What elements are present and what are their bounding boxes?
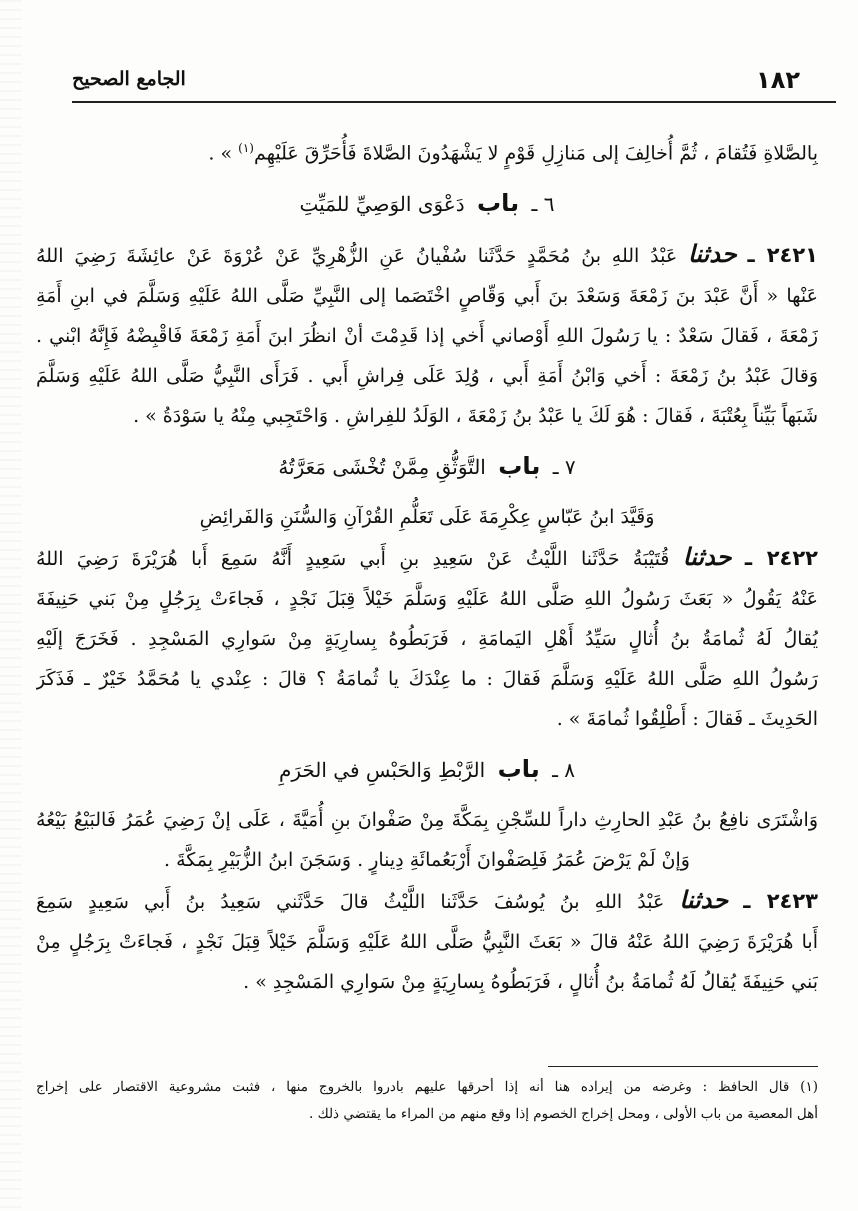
chapter-heading-7: [36, 446, 818, 487]
chapter-number: ٦ ـ: [531, 192, 555, 217]
hadith-2423: [36, 880, 818, 1002]
hadith-line: رَسُولُ اللهِ صَلَّى اللهُ عَلَيْهِ وَسَلَّمَ فَقالَ : ما عِنْدَكَ يا ثُمامَةُ ؟ قالَ : عِنْدي يا مُحَمَّدُ خَيْرٌ ـ فَذَكَرَ: [36, 668, 818, 691]
bab-label: باب: [498, 452, 541, 481]
haddathana-mark: حدثنا: [682, 543, 732, 572]
bab-label: باب: [477, 189, 520, 218]
hadith-2422: [36, 537, 818, 739]
footnote: [36, 1074, 818, 1128]
footnote-marker: (١): [238, 141, 254, 155]
hadith-number: ٢٤٢٢ ـ: [744, 546, 818, 571]
chapter-title: دَعْوَى الوَصِيِّ للمَيِّتِ: [299, 192, 465, 217]
chapter-title: الرَّبْطِ وَالحَبْسِ في الحَرَمِ: [278, 758, 486, 783]
bab-label: باب: [497, 755, 540, 784]
hadith-number: ٢٤٢١ ـ: [747, 243, 818, 268]
hadith-line: ٢٤٢٣ ـ حدثنا عَبْدُ اللهِ بنُ يُوسُفَ حَدَّثَنا اللَّيْثُ قالَ حَدَّثَني سَعِيدُ بنُ أَبي سَعِيدٍ سَمِعَ: [36, 886, 818, 915]
chapter-heading-6: [36, 183, 818, 224]
hadith-line: شَبَهاً بَيِّناً بِعُتْبَةَ ، فَقالَ : هُوَ لَكَ يا عَبْدُ بنُ زَمْعَةَ ، الوَلَدُ للفِراشِ . وَاحْتَجِبي مِنْهُ يا سَوْدَةُ » .: [133, 405, 818, 428]
opening-line: بِالصَّلاةِ فَتُقامَ ، ثُمَّ أُخالِفَ إلى مَنازِلِ قَوْمٍ لا يَشْهَدُونَ الصَّلاةَ فَأُحَرِّقَ عَلَيْهِم$^{(١)}$ » .: [208, 141, 818, 165]
haddathana-mark: حدثنا: [687, 240, 737, 269]
hadith-line: يُقالُ لَهُ ثُمامَةُ بنُ أُثالٍ سَيِّدُ أَهْلِ اليَمامَةِ ، فَرَبَطُوهُ بِسارِيَةٍ مِنْ سَوارِي المَسْجِدِ . فَخَرَجَ إلَيْهِ: [36, 628, 818, 651]
header-rule: [72, 101, 836, 103]
hadith-line: أَبا هُرَيْرَةَ رَضِيَ اللهُ عَنْهُ قالَ « بَعَثَ النَّبِيُّ صَلَّى اللهُ عَلَيْهِ وَسَلَّمَ خَيْلاً قِبَلَ نَجْدٍ ، فَجاءَتْ بِرَجُلٍ مِنْ: [36, 931, 818, 954]
hadith-line: بَني حَنِيفَةَ يُقالُ لَهُ ثُمامَةُ بنُ أُثالٍ ، فَرَبَطُوهُ بِسارِيَةٍ مِنْ سَوارِي المَسْجِدِ » .: [243, 971, 818, 994]
hadith-line: ٢٤٢١ ـ حدثنا عَبْدُ اللهِ بنُ مُحَمَّدٍ حَدَّثَنا سُفْيانُ عَنِ الزُّهْرِيِّ عَنْ عُرْوَةَ عَنْ عائِشَةَ رَضِيَ اللهُ: [36, 240, 818, 269]
hadith-line: عَنْهُ يَقُولُ « بَعَثَ رَسُولُ اللهِ صَلَّى اللهُ عَلَيْهِ وَسَلَّمَ خَيْلاً قِبَلَ نَجْدٍ ، فَجاءَتْ بِرَجُلٍ مِنْ بَني حَنِيفَةَ: [36, 588, 818, 611]
footnote-rule: [548, 1066, 818, 1067]
chapter-heading-8: [36, 749, 818, 790]
footnote-line: (١) قال الحافظ : وغرضه من إيراده هنا أنه إذا أحرقها عليهم بادروا بالخروج منها ، فثبت مشروعية الاقتصار على إخراج: [36, 1079, 818, 1095]
hadith-line: الحَدِيثَ ـ فَقالَ : أَطْلِقُوا ثُمامَةَ » .: [556, 708, 818, 731]
chapter-text-line: وَإنْ لَمْ يَرْضَ عُمَرُ فَلِصَفْوانَ أَرْبَعُمائَةِ دِينارٍ . وَسَجَنَ ابنُ الزُّبَيْرِ بِمَكَّةَ .: [164, 849, 690, 872]
hadith-line: ٢٤٢٢ ـ حدثنا قُتَيْبَةُ حَدَّثَنا اللَّيْثُ عَنْ سَعِيدِ بنِ أَبي سَعِيدٍ أَنَّهُ سَمِعَ أَبا هُرَيْرَةَ رَضِيَ اللهُ: [36, 543, 818, 572]
hadith-2421: [36, 234, 818, 436]
book-title: الجامع الصحيح: [72, 68, 186, 90]
scan-edge-shadow: [0, 0, 22, 1211]
main-text: [36, 128, 818, 1002]
page-number: ١٨٢: [756, 66, 800, 94]
hadith-line: عَنْها « أَنَّ عَبْدَ بنَ زَمْعَةَ وَسَعْدَ بنَ أَبي وَقّاصٍ اخْتَصَما إلى النَّبِيِّ صَلَّى اللهُ عَلَيْهِ وَسَلَّمَ في ابنِ أَمَةِ: [36, 285, 818, 308]
chapter-number: ٧ ـ: [552, 455, 576, 480]
chapter-text-line: وَاشْتَرَى نافِعُ بنُ عَبْدِ الحارِثِ داراً للسِّجْنِ بِمَكَّةَ مِنْ صَفْوانَ بنِ أُمَيَّةَ ، عَلَى إنْ رَضِيَ عُمَرُ فَالبَيْعُ بَيْعُهُ: [36, 809, 818, 832]
footnote-line: أهل المعصية من باب الأولى ، ومحل إخراج الخصوم إذا وقع منهم من المراء ما يقتضي ذلك .: [308, 1106, 818, 1122]
chapter-subtitle: وَقَيَّدَ ابنُ عَبّاسٍ عِكْرِمَةَ عَلَى تَعَلُّمِ القُرْآنِ وَالسُّنَنِ وَالفَرائِضِ: [199, 506, 655, 529]
hadith-line: وَقالَ عَبْدُ بنُ زَمْعَةَ : أَخي وَابْنُ أَمَةِ أَبي ، وُلِدَ عَلَى فِراشِ أَبي . فَرَأَى النَّبِيُّ صَلَّى اللهُ عَلَيْهِ وَسَلَّمَ: [36, 365, 818, 388]
chapter-number: ٨ ـ: [552, 758, 576, 783]
chapter-title: التَّوَثُّقِ مِمَّنْ تُخْشَى مَعَرَّتُهُ: [278, 455, 486, 480]
hadith-number: ٢٤٢٣ ـ: [743, 889, 818, 914]
haddathana-mark: حدثنا: [679, 886, 729, 915]
running-header: [72, 62, 818, 102]
hadith-line: زَمْعَةَ ، فَقالَ سَعْدٌ : يا رَسُولَ اللهِ أَوْصاني أَخي إذا قَدِمْتَ أنْ انظُرَ ابنَ أَمَةِ زَمْعَةَ فَاقْبِضْهُ فَإِنَّهُ ابْني .: [36, 325, 818, 348]
